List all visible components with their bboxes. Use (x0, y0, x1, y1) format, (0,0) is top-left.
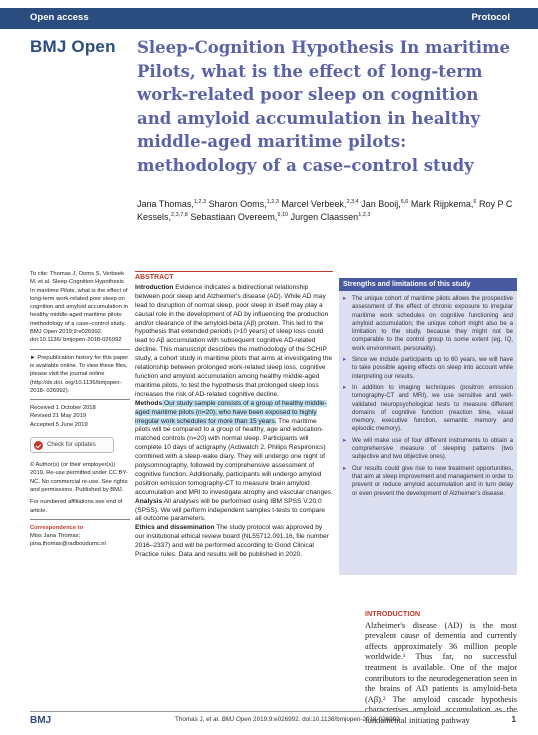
footer-cite-prefix: Thomas J, (175, 716, 207, 723)
author-name[interactable]: Jana Thomas, (137, 199, 194, 209)
correspondence-text[interactable]: Miss Jana Thomas; jana.thomas@radboudumc.nl (30, 533, 106, 548)
author-name[interactable]: Sharon Ooms, (208, 199, 267, 209)
open-access-label: Open access (30, 12, 89, 23)
accepted-date: Accepted 5 June 2019 (30, 421, 88, 428)
abstract-section (135, 271, 333, 560)
author-name[interactable]: Mark Rijpkema, (410, 199, 474, 209)
author-name[interactable]: Roy P C Kessels, (137, 199, 513, 222)
license-text: © Author(s) (or their employer(s)) 2019. Re-use permitted under CC BY-NC. No commercial re-use. See rights and permissions. Published by BMJ. (30, 462, 128, 493)
article-sidebar (30, 270, 130, 549)
check-icon (34, 441, 43, 450)
received-date: Received 1 October 2018 (30, 405, 96, 412)
check-for-updates-button[interactable] (30, 437, 114, 453)
strengths-list (339, 291, 517, 498)
divider (30, 349, 130, 350)
page-number: 1 (511, 715, 516, 724)
author-affiliation-sup: 9,10 (277, 211, 289, 218)
abstract-ethics (135, 524, 333, 560)
cite-info: To cite: Thomas J, Ooms S, Verbeek M, et al. Sleep-Cognition Hypothesis In maritime Pilots, what is the effect of long-term work-related poor sleep on cognition and amyloid accumulation in healthy middle-aged maritime pilots: methodology of a case–control study. BMJ Open 2019;9:e026992. doi:10.1136/ bmjopen-2018-026992 (30, 271, 128, 344)
divider (30, 519, 130, 520)
revised-date: Revised 21 May 2019 (30, 413, 87, 420)
prepub-note[interactable]: ► Prepublication history for this paper is available online. To view these files, please visit the journal online (http://dx.doi. org/10.1136/bmjopen-2018- 026992). (30, 354, 129, 394)
abstract-methods (135, 400, 333, 498)
affiliations-note: For numbered affiliations see end of article. (30, 499, 123, 514)
analysis-text: All analyses will be performed using IBM SPSS V.20.0 (SPSS). We will perform independent samples t-tests to compare all outcome parameters. (135, 497, 326, 523)
footer-cite-suffix: 2019;9:e026992. doi:10.1136/bmjopen-2018-026992 (251, 716, 400, 723)
footer-cite-etal: et al (206, 716, 219, 723)
ethics-text: The study protocol was approved by our institutional ethical review board (NL55712.091.16, file number 2016–2337) and will be performed according to Good Clinical Practice rules. Data and results will be published in 2020. (135, 524, 329, 559)
footer-divider (30, 711, 518, 712)
author-affiliation-sup: 2,3,4 (346, 199, 359, 205)
footer-cite-mid: . (218, 716, 222, 723)
author-name[interactable]: Jan Booij, (361, 199, 401, 209)
article-title: Sleep-Cognition Hypothesis In maritime Pilots, what is the effect of long-term work-related poor sleep on cognition and amyloid accumulation in healthy middle-aged maritime pilots: methodology of a case–control study (137, 38, 510, 175)
author-name[interactable]: Jurgen Claassen (290, 211, 359, 222)
methods-text: The maritime pilots will be compared to a group of healthy, age and education-matched controls (n=20) with normal sleep. Participants will complete 10 days of actigraphy (Actiwatch 2, Philips Respironics) combined with a sleep-wake diary. They will undergo one night of polysomnography, followed by comprehensive assessment of cognitive function. Additionally, participants will undergo amyloid positron emission tomography-CT to measure brain amyloid accumulation and MRI to investigate atrophy and vascular changes. (135, 417, 333, 496)
author-affiliation-sup: 6 (473, 199, 477, 205)
author-affiliation-sup: 1,2,3 (358, 211, 371, 218)
footer-citation (175, 716, 400, 723)
ethics-label: Ethics and dissemination (135, 524, 215, 532)
author-affiliation-sup: 5,6 (400, 199, 409, 205)
analysis-label: Analysis (135, 497, 163, 505)
methods-highlight: Our study sample consists of a group of healthy middle-aged maritime pilots (n=20), who have been exposed to highly irregular work schedules for more than 15 years. (135, 399, 327, 425)
correspondence-heading: Correspondence to (30, 524, 84, 531)
header-bar (0, 8, 538, 29)
strength-item: ▸ We will make use of four different instruments to obtain a comprehensive measure of sleeping patterns (two subjective and two objective ones). (343, 437, 513, 462)
strengths-box (339, 278, 517, 575)
check-for-updates-label: Check for updates (47, 441, 96, 448)
divider (30, 399, 130, 400)
abstract-analysis (135, 498, 333, 525)
strength-item: ▸ In addition to imaging techniques (positron emission tomography-CT and MRI), we use sensitive and well-validated neuropsychological tests to measure different domains of cognitive function (reaction time, visual memory, executive function, semantic memory and episodic memory). (343, 384, 513, 434)
intro-text: Evidence indicates a bidirectional relationship between poor sleep and Alzheimer's disease (AD). While AD may lead to disruption of normal sleep, poor sleep in itself may play a causal role in the development of AD by influencing the production and/or clearance of the amyloid-beta (Aβ) protein. This led to the hypothesis that extended periods (>10 years) of sleep loss could lead to Aβ accumulation with subsequent cognitive AD-related decline. This manuscript describes the methodology of the SCHIP study, a cohort study in maritime pilots that aims at investigating the relationship between prolonged work-related sleep loss, cognitive function and amyloid accumulation among healthy middle-aged maritime pilots, to test the hypothesis that prolonged sleep loss increases the risk of AD-related cognitive decline. (135, 283, 333, 398)
footer-logo[interactable]: BMJ (30, 715, 52, 726)
strength-item: ▸ Our results could give rise to new treatment opportunities, that aim at sleep improvement and management in order to prevent or reduce amyloid accumulation and in turn delay or even prevent the development of Alzheimer's disease. (343, 465, 513, 498)
abstract-intro (135, 284, 333, 400)
author-list (137, 198, 517, 223)
journal-logo[interactable]: BMJ Open (30, 37, 116, 56)
introduction-section (365, 609, 517, 727)
author-affiliation-sup: 2,3,7,8 (171, 211, 188, 218)
introduction-heading: INTRODUCTION (365, 609, 421, 618)
article-type-label: Protocol (471, 12, 510, 23)
author-name[interactable]: Sebastiaan Overeem, (190, 211, 278, 222)
methods-label: Methods (135, 399, 163, 407)
strengths-heading: Strengths and limitations of this study (339, 278, 517, 291)
strength-item: ▸ Since we include participants up to 60 years, we will have to take possible ageing effects on sleep into account while interpreting our results. (343, 356, 513, 381)
abstract-heading: ABSTRACT (135, 271, 333, 283)
author-affiliation-sup: 1,2,3 (266, 199, 279, 205)
author-name[interactable]: Marcel Verbeek, (281, 199, 347, 209)
strength-item: ▸ The unique cohort of maritime pilots allows the prospective assessment of the effect of chronic exposure to irregular maritime work schedules on cognitive functioning and amyloid accumulation; the unique cohort might also be a limitation to the study, because they might not be comparable to the control group to some extent (eg, IQ, work environment, personality). (343, 295, 513, 353)
intro-label: Introduction (135, 283, 174, 291)
introduction-text: Alzheimer's disease (AD) is the most prevalent cause of dementia and currently affects approximately 36 million people worldwide.¹ Thus far, no successful treatment is available. One of the major contributors to the neurodegeneration seen in the brains of AD patients is amyloid-beta (Aβ).² The amyloid cascade hypothesis characterises amyloid accumulation as the fundamental initiating pathway (365, 620, 517, 725)
footer-cite-journal: BMJ Open (221, 716, 252, 723)
author-affiliation-sup: 1,2,3 (193, 199, 207, 205)
